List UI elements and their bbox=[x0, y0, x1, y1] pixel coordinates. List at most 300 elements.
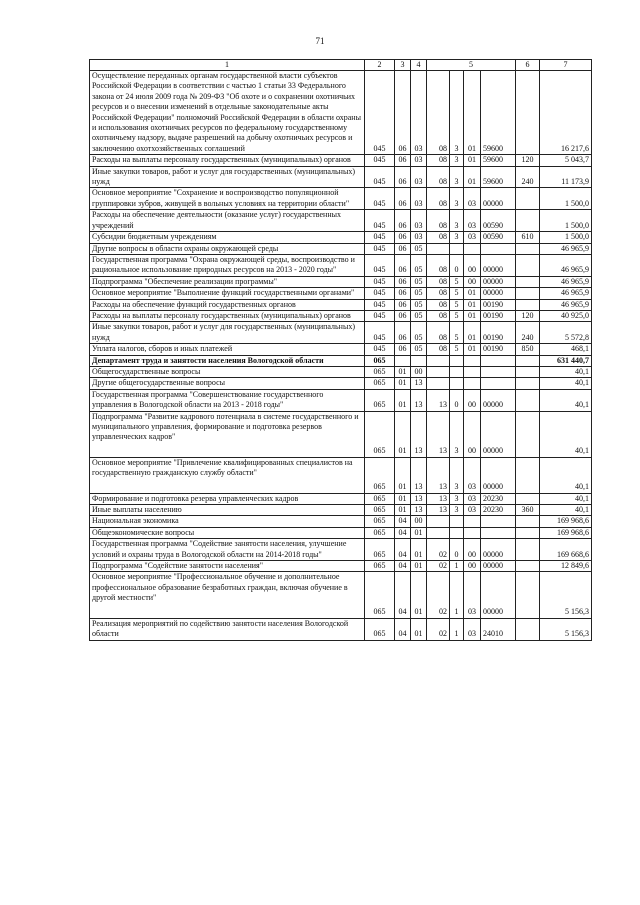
activity-code-cell: 01 bbox=[464, 310, 481, 321]
activity-code-cell: 03 bbox=[464, 457, 481, 493]
expense-direction-code-cell bbox=[481, 527, 516, 538]
subprogram-code-cell: 3 bbox=[450, 505, 464, 516]
subdivision-code-cell: 03 bbox=[411, 166, 427, 188]
program-code-cell: 08 bbox=[427, 254, 450, 276]
subprogram-code-cell: 5 bbox=[450, 310, 464, 321]
program-code-cell: 08 bbox=[427, 310, 450, 321]
table-row bbox=[90, 254, 592, 276]
amount-cell: 11 173,9 bbox=[540, 166, 592, 188]
program-code-cell: 02 bbox=[427, 618, 450, 640]
program-code-cell: 08 bbox=[427, 344, 450, 355]
amount-cell: 5 572,8 bbox=[540, 322, 592, 344]
program-code-cell: 13 bbox=[427, 411, 450, 457]
subprogram-code-cell: 3 bbox=[450, 411, 464, 457]
activity-code-cell: 01 bbox=[464, 344, 481, 355]
expense-direction-code-cell: 20230 bbox=[481, 505, 516, 516]
section-code-cell: 065 bbox=[365, 355, 395, 366]
expense-direction-code-cell: 00000 bbox=[481, 561, 516, 572]
row-name-cell: Уплата налогов, сборов и иных платежей bbox=[90, 344, 365, 355]
expense-type-code-cell: 850 bbox=[516, 344, 540, 355]
expense-direction-code-cell bbox=[481, 366, 516, 377]
activity-code-cell: 01 bbox=[464, 166, 481, 188]
program-code-cell: 08 bbox=[427, 299, 450, 310]
section-code-cell: 045 bbox=[365, 254, 395, 276]
expense-direction-code-cell: 59600 bbox=[481, 166, 516, 188]
program-code-cell bbox=[427, 378, 450, 389]
expense-direction-code-cell: 00190 bbox=[481, 310, 516, 321]
subdivision-code-cell: 05 bbox=[411, 322, 427, 344]
table-row bbox=[90, 411, 592, 457]
table-row bbox=[90, 288, 592, 299]
program-code-cell bbox=[427, 527, 450, 538]
row-name-cell: Подпрограмма "Содействие занятости населения" bbox=[90, 561, 365, 572]
row-name-cell: Иные выплаты населению bbox=[90, 505, 365, 516]
activity-code-cell: 03 bbox=[464, 493, 481, 504]
subprogram-code-cell: 3 bbox=[450, 210, 464, 232]
section-code-cell: 045 bbox=[365, 243, 395, 254]
header-col-2: 2 bbox=[365, 60, 395, 71]
subprogram-code-cell: 5 bbox=[450, 322, 464, 344]
program-code-cell: 13 bbox=[427, 389, 450, 411]
subprogram-code-cell bbox=[450, 366, 464, 377]
section-code-cell: 065 bbox=[365, 378, 395, 389]
division-code-cell: 04 bbox=[395, 539, 411, 561]
table-row bbox=[90, 166, 592, 188]
expense-direction-code-cell: 00000 bbox=[481, 389, 516, 411]
expense-type-code-cell bbox=[516, 243, 540, 254]
header-col-5: 5 bbox=[427, 60, 516, 71]
section-code-cell: 045 bbox=[365, 322, 395, 344]
table-row bbox=[90, 457, 592, 493]
activity-code-cell bbox=[464, 527, 481, 538]
row-name-cell: Национальная экономика bbox=[90, 516, 365, 527]
division-code-cell: 04 bbox=[395, 618, 411, 640]
subdivision-code-cell: 05 bbox=[411, 344, 427, 355]
expense-type-code-cell: 360 bbox=[516, 505, 540, 516]
subdivision-code-cell: 05 bbox=[411, 288, 427, 299]
activity-code-cell: 00 bbox=[464, 389, 481, 411]
division-code-cell: 06 bbox=[395, 232, 411, 243]
activity-code-cell: 00 bbox=[464, 561, 481, 572]
amount-cell: 40,1 bbox=[540, 366, 592, 377]
subprogram-code-cell bbox=[450, 378, 464, 389]
amount-cell: 40,1 bbox=[540, 493, 592, 504]
program-code-cell: 08 bbox=[427, 322, 450, 344]
section-code-cell: 045 bbox=[365, 155, 395, 166]
subdivision-code-cell: 05 bbox=[411, 243, 427, 254]
row-name-cell: Формирование и подготовка резерва управленческих кадров bbox=[90, 493, 365, 504]
subdivision-code-cell: 01 bbox=[411, 561, 427, 572]
row-name-cell: Общеэкономические вопросы bbox=[90, 527, 365, 538]
subprogram-code-cell: 3 bbox=[450, 493, 464, 504]
activity-code-cell: 01 bbox=[464, 288, 481, 299]
subdivision-code-cell: 03 bbox=[411, 155, 427, 166]
row-name-cell: Расходы на выплаты персоналу государственных (муниципальных) органов bbox=[90, 155, 365, 166]
expense-direction-code-cell: 00000 bbox=[481, 276, 516, 287]
expense-type-code-cell bbox=[516, 188, 540, 210]
expense-direction-code-cell bbox=[481, 243, 516, 254]
activity-code-cell bbox=[464, 516, 481, 527]
division-code-cell bbox=[395, 355, 411, 366]
row-name-cell: Основное мероприятие "Профессиональное обучение и дополнительное профессиональное образование безработных граждан, включая обучение в другой местности" bbox=[90, 572, 365, 618]
amount-cell: 46 965,9 bbox=[540, 243, 592, 254]
division-code-cell: 06 bbox=[395, 288, 411, 299]
subprogram-code-cell bbox=[450, 516, 464, 527]
amount-cell: 5 156,3 bbox=[540, 572, 592, 618]
table-row bbox=[90, 516, 592, 527]
subprogram-code-cell: 1 bbox=[450, 561, 464, 572]
division-code-cell: 01 bbox=[395, 457, 411, 493]
expense-type-code-cell bbox=[516, 561, 540, 572]
expense-direction-code-cell: 00000 bbox=[481, 457, 516, 493]
expense-type-code-cell: 610 bbox=[516, 232, 540, 243]
subdivision-code-cell: 03 bbox=[411, 71, 427, 155]
expense-type-code-cell bbox=[516, 210, 540, 232]
expense-direction-code-cell: 00190 bbox=[481, 299, 516, 310]
division-code-cell: 06 bbox=[395, 254, 411, 276]
header-col-6: 6 bbox=[516, 60, 540, 71]
expense-type-code-cell: 120 bbox=[516, 310, 540, 321]
expense-type-code-cell bbox=[516, 366, 540, 377]
amount-cell: 169 968,6 bbox=[540, 516, 592, 527]
activity-code-cell: 01 bbox=[464, 299, 481, 310]
row-name-cell: Подпрограмма "Развитие кадрового потенциала в системе государственного и муниципального управления, формирование и подготовка резервов управленческих кадров" bbox=[90, 411, 365, 457]
table-row bbox=[90, 539, 592, 561]
expense-direction-code-cell: 00190 bbox=[481, 344, 516, 355]
activity-code-cell: 03 bbox=[464, 572, 481, 618]
row-name-cell: Государственная программа "Содействие занятости населения, улучшение условий и охраны труда в Вологодской области на 2014-2018 годы" bbox=[90, 539, 365, 561]
expense-type-code-cell bbox=[516, 527, 540, 538]
activity-code-cell: 01 bbox=[464, 322, 481, 344]
row-name-cell: Другие вопросы в области охраны окружающей среды bbox=[90, 243, 365, 254]
section-code-cell: 065 bbox=[365, 516, 395, 527]
table-row bbox=[90, 155, 592, 166]
section-code-cell: 065 bbox=[365, 366, 395, 377]
section-code-cell: 065 bbox=[365, 411, 395, 457]
table-row bbox=[90, 527, 592, 538]
activity-code-cell bbox=[464, 355, 481, 366]
table-row bbox=[90, 355, 592, 366]
table-row bbox=[90, 505, 592, 516]
activity-code-cell: 03 bbox=[464, 618, 481, 640]
row-name-cell: Общегосударственные вопросы bbox=[90, 366, 365, 377]
division-code-cell: 04 bbox=[395, 561, 411, 572]
section-code-cell: 065 bbox=[365, 493, 395, 504]
expense-direction-code-cell bbox=[481, 378, 516, 389]
division-code-cell: 01 bbox=[395, 378, 411, 389]
amount-cell: 5 156,3 bbox=[540, 618, 592, 640]
amount-cell: 5 043,7 bbox=[540, 155, 592, 166]
program-code-cell: 08 bbox=[427, 232, 450, 243]
expense-direction-code-cell: 00000 bbox=[481, 254, 516, 276]
table-row bbox=[90, 389, 592, 411]
section-code-cell: 065 bbox=[365, 618, 395, 640]
subdivision-code-cell: 13 bbox=[411, 389, 427, 411]
row-name-cell: Государственная программа "Охрана окружающей среды, воспроизводство и рациональное использование природных ресурсов на 2013 - 2020 годы" bbox=[90, 254, 365, 276]
division-code-cell: 06 bbox=[395, 71, 411, 155]
amount-cell: 169 968,6 bbox=[540, 527, 592, 538]
division-code-cell: 06 bbox=[395, 188, 411, 210]
table-row bbox=[90, 210, 592, 232]
expense-direction-code-cell: 00590 bbox=[481, 232, 516, 243]
subdivision-code-cell: 03 bbox=[411, 188, 427, 210]
expense-type-code-cell bbox=[516, 493, 540, 504]
amount-cell: 46 965,9 bbox=[540, 254, 592, 276]
expense-type-code-cell bbox=[516, 71, 540, 155]
section-code-cell: 045 bbox=[365, 210, 395, 232]
expense-direction-code-cell bbox=[481, 516, 516, 527]
expense-type-code-cell bbox=[516, 457, 540, 493]
table-header-row bbox=[90, 60, 592, 71]
table-row bbox=[90, 378, 592, 389]
subdivision-code-cell: 13 bbox=[411, 505, 427, 516]
expense-type-code-cell: 240 bbox=[516, 166, 540, 188]
section-code-cell: 045 bbox=[365, 344, 395, 355]
subprogram-code-cell: 0 bbox=[450, 254, 464, 276]
program-code-cell bbox=[427, 516, 450, 527]
expense-direction-code-cell: 00190 bbox=[481, 322, 516, 344]
division-code-cell: 01 bbox=[395, 493, 411, 504]
subprogram-code-cell: 5 bbox=[450, 344, 464, 355]
expense-type-code-cell bbox=[516, 276, 540, 287]
amount-cell: 468,1 bbox=[540, 344, 592, 355]
subdivision-code-cell: 05 bbox=[411, 254, 427, 276]
division-code-cell: 06 bbox=[395, 155, 411, 166]
expense-type-code-cell bbox=[516, 355, 540, 366]
activity-code-cell: 03 bbox=[464, 188, 481, 210]
activity-code-cell bbox=[464, 366, 481, 377]
section-code-cell: 045 bbox=[365, 310, 395, 321]
section-code-cell: 045 bbox=[365, 276, 395, 287]
division-code-cell: 06 bbox=[395, 344, 411, 355]
table-row bbox=[90, 493, 592, 504]
table-row bbox=[90, 310, 592, 321]
activity-code-cell: 01 bbox=[464, 71, 481, 155]
program-code-cell: 08 bbox=[427, 71, 450, 155]
division-code-cell: 01 bbox=[395, 366, 411, 377]
amount-cell: 40,1 bbox=[540, 411, 592, 457]
program-code-cell: 13 bbox=[427, 505, 450, 516]
subprogram-code-cell: 1 bbox=[450, 572, 464, 618]
expense-direction-code-cell: 00000 bbox=[481, 188, 516, 210]
division-code-cell: 01 bbox=[395, 389, 411, 411]
page-number: 71 bbox=[315, 36, 325, 46]
activity-code-cell: 03 bbox=[464, 505, 481, 516]
row-name-cell: Расходы на обеспечение функций государственных органов bbox=[90, 299, 365, 310]
header-col-3: 3 bbox=[395, 60, 411, 71]
expense-direction-code-cell bbox=[481, 355, 516, 366]
row-name-cell: Иные закупки товаров, работ и услуг для государственных (муниципальных) нужд bbox=[90, 322, 365, 344]
subdivision-code-cell: 00 bbox=[411, 516, 427, 527]
subprogram-code-cell: 5 bbox=[450, 299, 464, 310]
division-code-cell: 06 bbox=[395, 322, 411, 344]
section-code-cell: 065 bbox=[365, 561, 395, 572]
subprogram-code-cell: 3 bbox=[450, 71, 464, 155]
table-row bbox=[90, 572, 592, 618]
expense-direction-code-cell: 00000 bbox=[481, 572, 516, 618]
expense-direction-code-cell: 20230 bbox=[481, 493, 516, 504]
amount-cell: 12 849,6 bbox=[540, 561, 592, 572]
subprogram-code-cell: 3 bbox=[450, 166, 464, 188]
program-code-cell: 13 bbox=[427, 493, 450, 504]
table-row bbox=[90, 344, 592, 355]
subdivision-code-cell: 03 bbox=[411, 210, 427, 232]
row-name-cell: Иные закупки товаров, работ и услуг для государственных (муниципальных) нужд bbox=[90, 166, 365, 188]
expense-direction-code-cell: 59600 bbox=[481, 155, 516, 166]
expense-type-code-cell: 240 bbox=[516, 322, 540, 344]
program-code-cell: 08 bbox=[427, 155, 450, 166]
table-row bbox=[90, 322, 592, 344]
subprogram-code-cell: 3 bbox=[450, 457, 464, 493]
row-name-cell: Основное мероприятие "Сохранение и воспроизводство популяционной группировки зубров, живущей в вольных условиях на территории области" bbox=[90, 188, 365, 210]
expense-direction-code-cell: 00000 bbox=[481, 411, 516, 457]
subprogram-code-cell bbox=[450, 527, 464, 538]
program-code-cell: 02 bbox=[427, 561, 450, 572]
program-code-cell bbox=[427, 243, 450, 254]
program-code-cell: 08 bbox=[427, 166, 450, 188]
section-code-cell: 045 bbox=[365, 288, 395, 299]
activity-code-cell: 01 bbox=[464, 155, 481, 166]
section-code-cell: 065 bbox=[365, 527, 395, 538]
row-name-cell: Осуществление переданных органам государственной власти субъектов Российской Федерации в соответствии с частью 1 статьи 33 Федерального закона от 24 июля 2009 года № 209-ФЗ "Об охоте и о сохранении охотничьих ресурсов и о внесении изменений в отдельные законодательные акты Российской Федерации" полномочий Российской Федерации в области охраны и использования охотничьих ресурсов по федеральному государственному охотничьему надзору, выдаче разрешений на добычу охотничьих ресурсов и заключению охотхозяйственных соглашений bbox=[90, 71, 365, 155]
row-name-cell: Субсидии бюджетным учреждениям bbox=[90, 232, 365, 243]
subdivision-code-cell: 01 bbox=[411, 527, 427, 538]
table-row bbox=[90, 71, 592, 155]
budget-table bbox=[89, 59, 592, 641]
row-name-cell: Расходы на обеспечение деятельности (оказание услуг) государственных учреждений bbox=[90, 210, 365, 232]
expense-type-code-cell bbox=[516, 288, 540, 299]
activity-code-cell: 00 bbox=[464, 539, 481, 561]
row-name-cell: Государственная программа "Совершенствование государственного управления в Вологодской области на 2013 - 2018 годы" bbox=[90, 389, 365, 411]
subdivision-code-cell: 01 bbox=[411, 618, 427, 640]
activity-code-cell: 03 bbox=[464, 232, 481, 243]
section-code-cell: 065 bbox=[365, 505, 395, 516]
amount-cell: 631 440,7 bbox=[540, 355, 592, 366]
subprogram-code-cell: 0 bbox=[450, 539, 464, 561]
program-code-cell: 08 bbox=[427, 210, 450, 232]
section-code-cell: 065 bbox=[365, 539, 395, 561]
table-row bbox=[90, 561, 592, 572]
section-code-cell: 065 bbox=[365, 572, 395, 618]
amount-cell: 16 217,6 bbox=[540, 71, 592, 155]
expense-type-code-cell bbox=[516, 411, 540, 457]
row-name-cell: Подпрограмма "Обеспечение реализации программы" bbox=[90, 276, 365, 287]
division-code-cell: 04 bbox=[395, 527, 411, 538]
subdivision-code-cell: 13 bbox=[411, 411, 427, 457]
subdivision-code-cell: 05 bbox=[411, 299, 427, 310]
header-col-4: 4 bbox=[411, 60, 427, 71]
subdivision-code-cell: 01 bbox=[411, 572, 427, 618]
program-code-cell: 13 bbox=[427, 457, 450, 493]
program-code-cell: 02 bbox=[427, 572, 450, 618]
division-code-cell: 04 bbox=[395, 572, 411, 618]
subprogram-code-cell bbox=[450, 355, 464, 366]
expense-type-code-cell bbox=[516, 618, 540, 640]
row-name-cell: Основное мероприятие "Привлечение квалифицированных специалистов на государственную гражданскую службу области" bbox=[90, 457, 365, 493]
subdivision-code-cell: 03 bbox=[411, 232, 427, 243]
program-code-cell: 08 bbox=[427, 188, 450, 210]
row-name-cell: Департамент труда и занятости населения Вологодской области bbox=[90, 355, 365, 366]
division-code-cell: 04 bbox=[395, 516, 411, 527]
amount-cell: 46 965,9 bbox=[540, 276, 592, 287]
amount-cell: 40,1 bbox=[540, 505, 592, 516]
section-code-cell: 045 bbox=[365, 166, 395, 188]
program-code-cell bbox=[427, 366, 450, 377]
expense-direction-code-cell: 00000 bbox=[481, 288, 516, 299]
subdivision-code-cell: 01 bbox=[411, 539, 427, 561]
division-code-cell: 06 bbox=[395, 243, 411, 254]
expense-type-code-cell bbox=[516, 299, 540, 310]
expense-type-code-cell bbox=[516, 516, 540, 527]
section-code-cell: 045 bbox=[365, 71, 395, 155]
table-row bbox=[90, 243, 592, 254]
expense-direction-code-cell: 24010 bbox=[481, 618, 516, 640]
table-row bbox=[90, 618, 592, 640]
subprogram-code-cell: 3 bbox=[450, 188, 464, 210]
program-code-cell: 08 bbox=[427, 288, 450, 299]
expense-direction-code-cell: 00000 bbox=[481, 539, 516, 561]
subdivision-code-cell bbox=[411, 355, 427, 366]
header-col-7: 7 bbox=[540, 60, 592, 71]
table-row bbox=[90, 299, 592, 310]
amount-cell: 40 925,0 bbox=[540, 310, 592, 321]
amount-cell: 40,1 bbox=[540, 389, 592, 411]
division-code-cell: 06 bbox=[395, 276, 411, 287]
subprogram-code-cell: 5 bbox=[450, 276, 464, 287]
subprogram-code-cell bbox=[450, 243, 464, 254]
division-code-cell: 01 bbox=[395, 505, 411, 516]
subdivision-code-cell: 13 bbox=[411, 457, 427, 493]
subprogram-code-cell: 3 bbox=[450, 232, 464, 243]
expense-direction-code-cell: 59600 bbox=[481, 71, 516, 155]
table-row bbox=[90, 366, 592, 377]
section-code-cell: 045 bbox=[365, 299, 395, 310]
header-col-1: 1 bbox=[90, 60, 365, 71]
row-name-cell: Расходы на выплаты персоналу государственных (муниципальных) органов bbox=[90, 310, 365, 321]
subprogram-code-cell: 0 bbox=[450, 389, 464, 411]
activity-code-cell: 00 bbox=[464, 254, 481, 276]
table-row bbox=[90, 232, 592, 243]
division-code-cell: 06 bbox=[395, 210, 411, 232]
section-code-cell: 045 bbox=[365, 232, 395, 243]
amount-cell: 40,1 bbox=[540, 378, 592, 389]
division-code-cell: 06 bbox=[395, 166, 411, 188]
expense-type-code-cell bbox=[516, 254, 540, 276]
expense-type-code-cell bbox=[516, 389, 540, 411]
subprogram-code-cell: 3 bbox=[450, 155, 464, 166]
activity-code-cell bbox=[464, 378, 481, 389]
row-name-cell: Другие общегосударственные вопросы bbox=[90, 378, 365, 389]
activity-code-cell: 00 bbox=[464, 411, 481, 457]
program-code-cell: 02 bbox=[427, 539, 450, 561]
expense-direction-code-cell: 00590 bbox=[481, 210, 516, 232]
division-code-cell: 01 bbox=[395, 411, 411, 457]
program-code-cell: 08 bbox=[427, 276, 450, 287]
subdivision-code-cell: 05 bbox=[411, 310, 427, 321]
activity-code-cell: 00 bbox=[464, 276, 481, 287]
expense-type-code-cell bbox=[516, 378, 540, 389]
amount-cell: 40,1 bbox=[540, 457, 592, 493]
section-code-cell: 065 bbox=[365, 457, 395, 493]
table-row bbox=[90, 188, 592, 210]
subdivision-code-cell: 13 bbox=[411, 493, 427, 504]
amount-cell: 46 965,9 bbox=[540, 299, 592, 310]
expense-type-code-cell bbox=[516, 539, 540, 561]
subprogram-code-cell: 1 bbox=[450, 618, 464, 640]
division-code-cell: 06 bbox=[395, 310, 411, 321]
division-code-cell: 06 bbox=[395, 299, 411, 310]
amount-cell: 169 668,6 bbox=[540, 539, 592, 561]
